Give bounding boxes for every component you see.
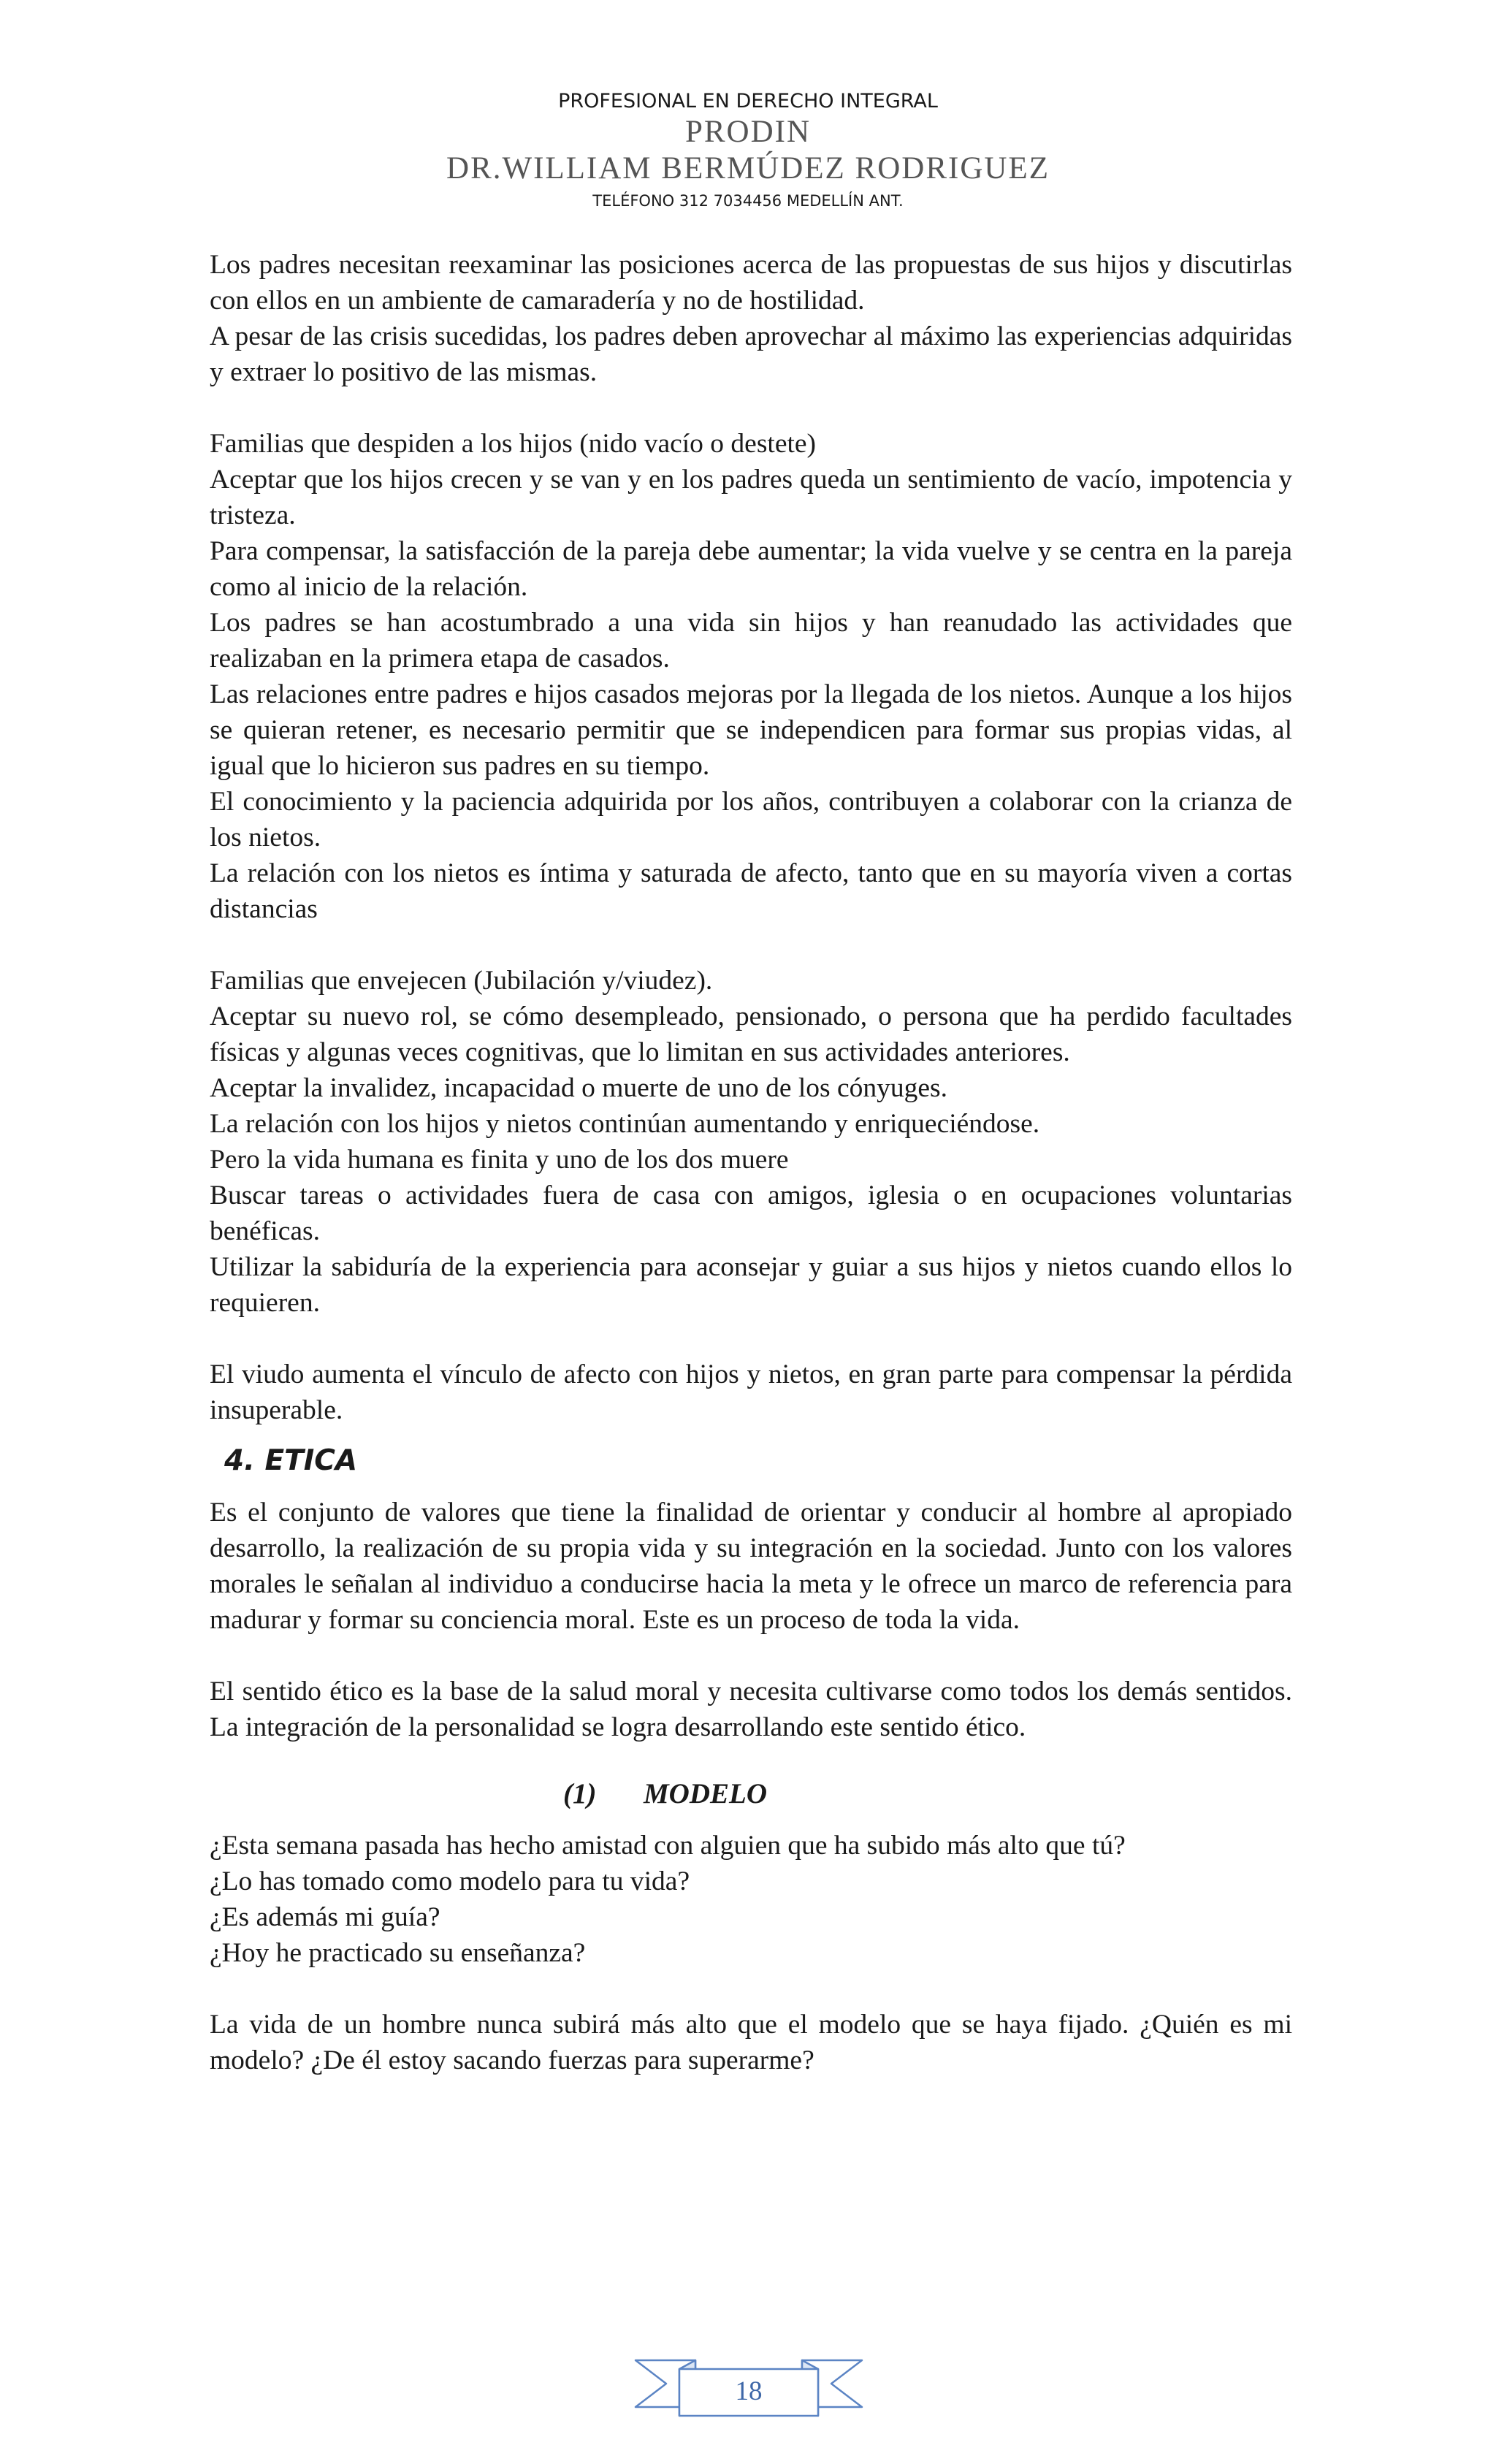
subsection-label: MODELO <box>644 1778 768 1809</box>
page-number: 18 <box>735 2376 763 2406</box>
paragraph-group-a <box>210 247 1292 390</box>
paragraph: Las relaciones entre padres e hijos casados mejoras por la llegada de los nietos. Aunque a los hijos se quieran retener, es necesario permitir que se independicen para formar sus propias vidas, al igual que lo hicieron sus padres en su tiempo. <box>210 679 1292 781</box>
document-body <box>210 247 1292 2078</box>
paragraph: Familias que envejecen (Jubilación y/viudez). <box>210 966 713 996</box>
paragraph-group-f <box>210 1674 1292 1745</box>
question-line: ¿Es además mi guía? <box>210 1902 440 1932</box>
paragraph: El sentido ético es la base de la salud moral y necesita cultivarse como todos los demás sentidos. La integración de la personalidad se logra desarrollando este sentido ético. <box>210 1677 1292 1742</box>
header-line-profession: PROFESIONAL EN DERECHO INTEGRAL <box>558 90 938 112</box>
paragraph: Familias que despiden a los hijos (nido vacío o destete) <box>210 429 817 459</box>
paragraph: El viudo aumenta el vínculo de afecto con hijos y nietos, en gran parte para compensar la pérdida insuperable. <box>210 1359 1292 1425</box>
subsection-number: (1) <box>563 1778 597 1809</box>
paragraph: La vida de un hombre nunca subirá más alto que el modelo que se haya fijado. ¿Quién es mi modelo? ¿De él estoy sacando fuerzas para superarme? <box>210 2010 1292 2075</box>
question-line: ¿Esta semana pasada has hecho amistad con alguien que ha subido más alto que tú? <box>210 1831 1126 1861</box>
paragraph: Los padres necesitan reexaminar las posiciones acerca de las propuestas de sus hijos y discutirlas con ellos en un ambiente de camaradería y no de hostilidad. <box>210 250 1292 316</box>
paragraph-group-h <box>210 2007 1292 2078</box>
section-title: 4. ETICA <box>224 1444 358 1477</box>
paragraph: Aceptar la invalidez, incapacidad o muerte de uno de los cónyuges. <box>210 1073 948 1103</box>
paragraph-group-d <box>210 1357 1292 1428</box>
paragraph-group-b <box>210 426 1292 927</box>
paragraph: Aceptar que los hijos crecen y se van y en los padres queda un sentimiento de vacío, impotencia y tristeza. <box>210 465 1292 530</box>
paragraph-group-g <box>210 1828 1292 1971</box>
subsection-title <box>210 1776 1292 1812</box>
question-line: ¿Lo has tomado como modelo para tu vida? <box>210 1866 690 1896</box>
paragraph: A pesar de las crisis sucedidas, los padres deben aprovechar al máximo las experiencias adquiridas y extraer lo positivo de las mismas. <box>210 321 1292 387</box>
page-number-ribbon <box>628 2349 869 2429</box>
paragraph: Pero la vida humana es finita y uno de los dos muere <box>210 1145 789 1175</box>
paragraph: El conocimiento y la paciencia adquirida por los años, contribuyen a colaborar con la crianza de los nietos. <box>210 787 1292 853</box>
paragraph: La relación con los hijos y nietos continúan aumentando y enriqueciéndose. <box>210 1109 1040 1139</box>
paragraph: Buscar tareas o actividades fuera de casa con amigos, iglesia o en ocupaciones voluntarias benéficas. <box>210 1180 1292 1246</box>
paragraph-group-c <box>210 963 1292 1321</box>
paragraph: Utilizar la sabiduría de la experiencia para aconsejar y guiar a sus hijos y nietos cuando ellos lo requieren. <box>210 1252 1292 1318</box>
header-line-phone: TELÉFONO 312 7034456 MEDELLÍN ANT. <box>592 192 904 210</box>
paragraph: La relación con los nietos es íntima y saturada de afecto, tanto que en su mayoría viven a cortas distancias <box>210 858 1292 924</box>
paragraph: Es el conjunto de valores que tiene la finalidad de orientar y conducir al hombre al apropiado desarrollo, la realización de su propia vida y su integración en la sociedad. Junto con los valores morales le señalan al individuo a conducirse hacia la meta y le ofrece un marco de referencia para madurar y formar su conciencia moral. Este es un proceso de toda la vida. <box>210 1498 1292 1635</box>
header-line-acronym: PRODIN <box>684 115 812 149</box>
question-line: ¿Hoy he practicado su enseñanza? <box>210 1938 586 1968</box>
header-line-name: DR.WILLIAM BERMÚDEZ RODRIGUEZ <box>446 151 1050 186</box>
paragraph: Los padres se han acostumbrado a una vida sin hijos y han reanudado las actividades que realizaban en la primera etapa de casados. <box>210 608 1292 674</box>
paragraph: Para compensar, la satisfacción de la pareja debe aumentar; la vida vuelve y se centra en la pareja como al inicio de la relación. <box>210 536 1292 602</box>
paragraph-group-e <box>210 1495 1292 1638</box>
paragraph: Aceptar su nuevo rol, se cómo desempleado, pensionado, o persona que ha perdido facultades físicas y algunas veces cognitivas, que lo limitan en sus actividades anteriores. <box>210 1002 1292 1067</box>
